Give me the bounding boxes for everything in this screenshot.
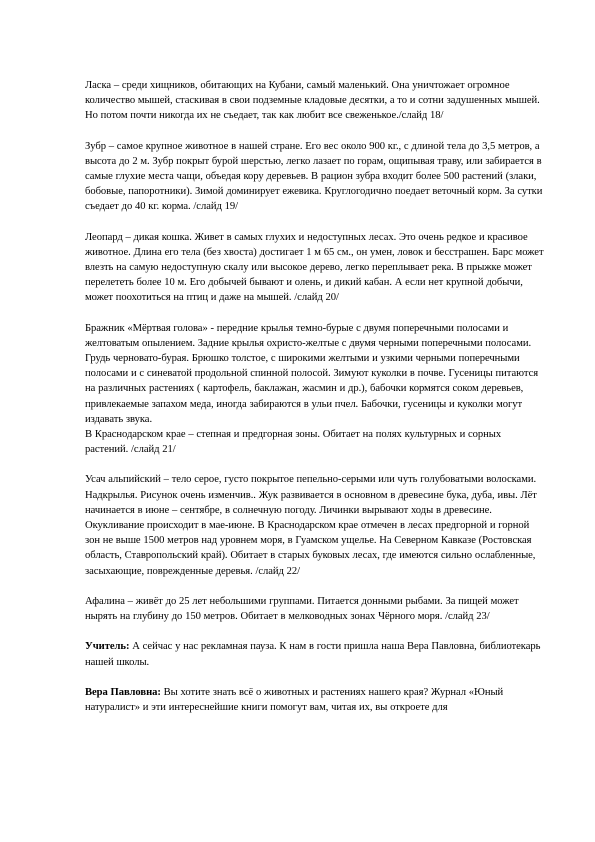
librarian-line: Вы хотите знать всё о животных и растениях нашего края? Журнал «Юный натуралист» и эти интереснейшие книги помогут вам, читая их, вы откроете для bbox=[85, 686, 504, 713]
dialogue-librarian bbox=[85, 685, 547, 715]
paragraph-bison: Зубр – самое крупное животное в нашей стране. Его вес около 900 кг., с длиной тела до 3,5 метров, а высота до 2 м. Зубр покрыт бурой шерстью, легко лазает по горам, ощипывая траву, или забирается в самые глухие места чащи, объедая кору деревьев. В рацион зубра входит более 500 растений (злаки, бобовые, папоротники). Зимой доминирует ежевика. Круглогодично поедает веточный корм. За сутки съедает до 40 кг. корма. /слайд 19/ bbox=[85, 140, 543, 213]
dialogue-teacher bbox=[85, 639, 547, 669]
teacher-line: А сейчас у нас рекламная пауза. К нам в гости пришла наша Вера Павловна, библиотекарь нашей школы. bbox=[85, 641, 541, 668]
paragraph-leopard: Леопард – дикая кошка. Живет в самых глухих и недоступных лесах. Это очень редкое и красивое животное. Длина его тела (без хвоста) достигает 1 м 65 см., он умен, ловок и бесстрашен. Барс может влезть на самую недоступную скалу или высокое дерево, легко переплывает река. В прыжке может перелететь более 10 м. Его добычей бывают и олень, и дикий кабан. А если нет крупной добычи, может поохотиться на птиц и даже на мышей. /слайд 20/ bbox=[85, 231, 544, 304]
paragraph-weasel: Ласка – среди хищников, обитающих на Кубани, самый маленький. Она уничтожает огромное количество мышей, стаскивая в свои подземные кладовые десятки, а то и сотни задушенных мышей. Но потом почти никогда их не съедает, так как любит все свеженькое./слайд 18/ bbox=[85, 80, 540, 122]
speaker-librarian: Вера Павловна: bbox=[85, 686, 161, 698]
paragraph-deaths-head-hawkmoth: Бражник «Мёртвая голова» - передние крылья темно-бурые с двумя поперечными полосами и желтоватым опылением. Задние крылья охристо-желтые с двумя черными поперечными полосами. Грудь черновато-бурая. Брюшко толстое, с широкими желтыми и узкими черными поперечными полосами и с синеватой продольной спинной полосой. Зимуют куколки в почве. Гусеницы питаются на различных растениях ( картофель, баклажан, жасмин и др.), бабочки кормятся соком деревьев, привлекаемые запахом меда, иногда забираются в ульи пчел. Бабочки, гусеницы и куколки могут издавать звука. bbox=[85, 322, 539, 425]
paragraph-alpine-longhorn-beetle: Усач альпийский – тело серое, густо покрытое пепельно-серыми или чуть голубоватыми волосками. Надкрылья. Рисунок очень изменчив.. Жук развивается в основном в древесине бука, дуба, ивы. Лёт начинается в июне – сентябре, в солнечную погоду. Личинки вырывают ходы в древесине. Окукливание происходит в мае-июне. В Краснодарском крае отмечен в лесах предгорной и горной зон не выше 1500 метров над уровнем моря, в Гуамском ущелье. На Северном Кавказе (Ростовская область, Ставропольский край). Обитает в старых буковых лесах, где имеются сильно ослабленные, засыхающие, поврежденные деревья. /слайд 22/ bbox=[85, 474, 537, 577]
paragraph-bottlenose-dolphin: Афалина – живёт до 25 лет небольшими группами. Питается донными рыбами. За пищей может нырять на глубину до 150 метров. Обитает в мелководных зонах Чёрного моря. /слайд 23/ bbox=[85, 595, 519, 623]
paragraph-hawkmoth-habitat: В Краснодарском крае – степная и предгорная зоны. Обитает на полях культурных и сорных растений. /слайд 21/ bbox=[85, 429, 502, 456]
speaker-teacher: Учитель: bbox=[85, 641, 130, 653]
document-page bbox=[85, 78, 547, 730]
